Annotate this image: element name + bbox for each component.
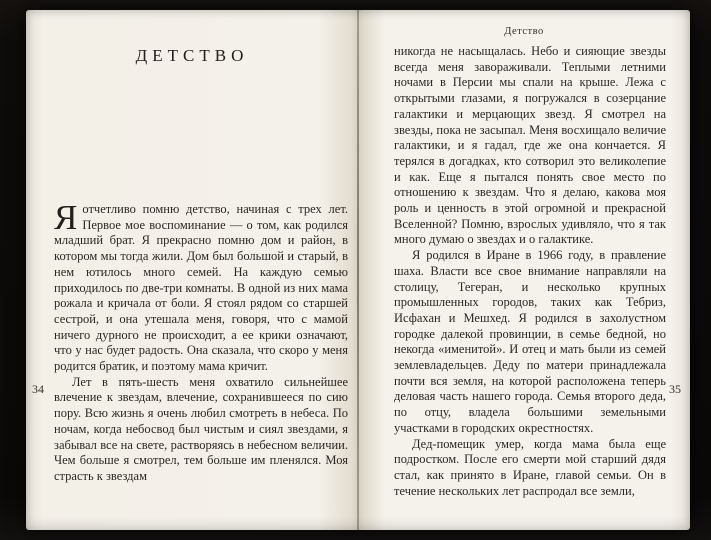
paragraph: Я родился в Иране в 1966 году, в правление шаха. Власти все свое внимание направляли на столицу, Тегеран, и несколько крупных промышленных городов, таких как Тебриз, Исфахан и Мешхед. Я родился в захолустном городке далекой провинции, в семье бедной, но некогда «именитой». И отец и мать были из семей землевладельцев. Деду по матери принадлежала почти вся земля, на которой расположена теперь деловая часть нашего города. Семья второго деда, по отцу, владела большими земельными участками в городских окрестностях. <box>394 248 666 435</box>
paragraph: Лет в пять-шесть меня охватило сильнейшее влечение к звездам, влечение, сохранившееся по сию пору. Всю жизнь я очень любил смотреть в небеса. По ночам, когда небосвод был чистым и сиял звездами, я забывал все на свете, растворяясь в небесном величии. Чем больше я смотрел, тем больше им пленялся. Моя страсть к звездам <box>54 374 348 483</box>
page-number-right: 35 <box>669 382 681 396</box>
paragraph: Дед-помещик умер, когда мама была еще подростком. После его смерти мой старший дядя стал, как принято в Иране, главой семьи. Он в течение нескольких лет распродал все земли, <box>394 436 666 498</box>
drop-cap: Я <box>54 202 78 237</box>
paragraph-text: отчетливо помню детство, начиная с трех лет. Первое мое воспоминание — о том, как родился младший брат. Я прекрасно помню дом и район, в котором мы тогда жили. Дом был большой и старый, в нем ютилось много семей. На каждую семью приходилось по две-три комнаты. В одной из них мама рожала и кричала от боли. Я стоял рядом со старшей сестрой, и она утешала меня, говоря, что с мамой ничего дурного не происходит, а ее крики означают, что у нас будет радость. Она сказала, что скоро у меня родится братик, и поэтому мама кричит. <box>54 202 348 374</box>
left-page <box>26 10 358 530</box>
paragraph: никогда не насыщалась. Небо и сияющие звезды всегда меня завораживали. Теплыми летними ночами в Персии мы спали на крыше. Лежа с открытыми глазами, я погружался в созерцание галактики и мерцающих звезд. Я смотрел на звезды, пока не засыпал. Меня восхищало величие галактики, и я гадал, где же она кончается. Я терялся в догадках, кто сотворил это великолепие и как. Еще я пытался понять свое место по отношению к звездам. Что я делаю, какова моя роль и ценность в этой огромной и прекрасной Вселенной? Помню, взрослых удивляло, что я так много думаю о звездах и о галактике. <box>394 44 666 247</box>
left-page-text <box>54 202 348 526</box>
right-page-text <box>394 44 666 526</box>
paragraph <box>54 202 348 375</box>
right-page <box>358 10 690 530</box>
page-gutter <box>357 10 359 530</box>
chapter-title: ДЕТСТВО <box>135 46 249 65</box>
page-number-left: 34 <box>32 382 44 396</box>
running-header: Детство <box>504 26 544 37</box>
book-spread <box>26 10 690 530</box>
